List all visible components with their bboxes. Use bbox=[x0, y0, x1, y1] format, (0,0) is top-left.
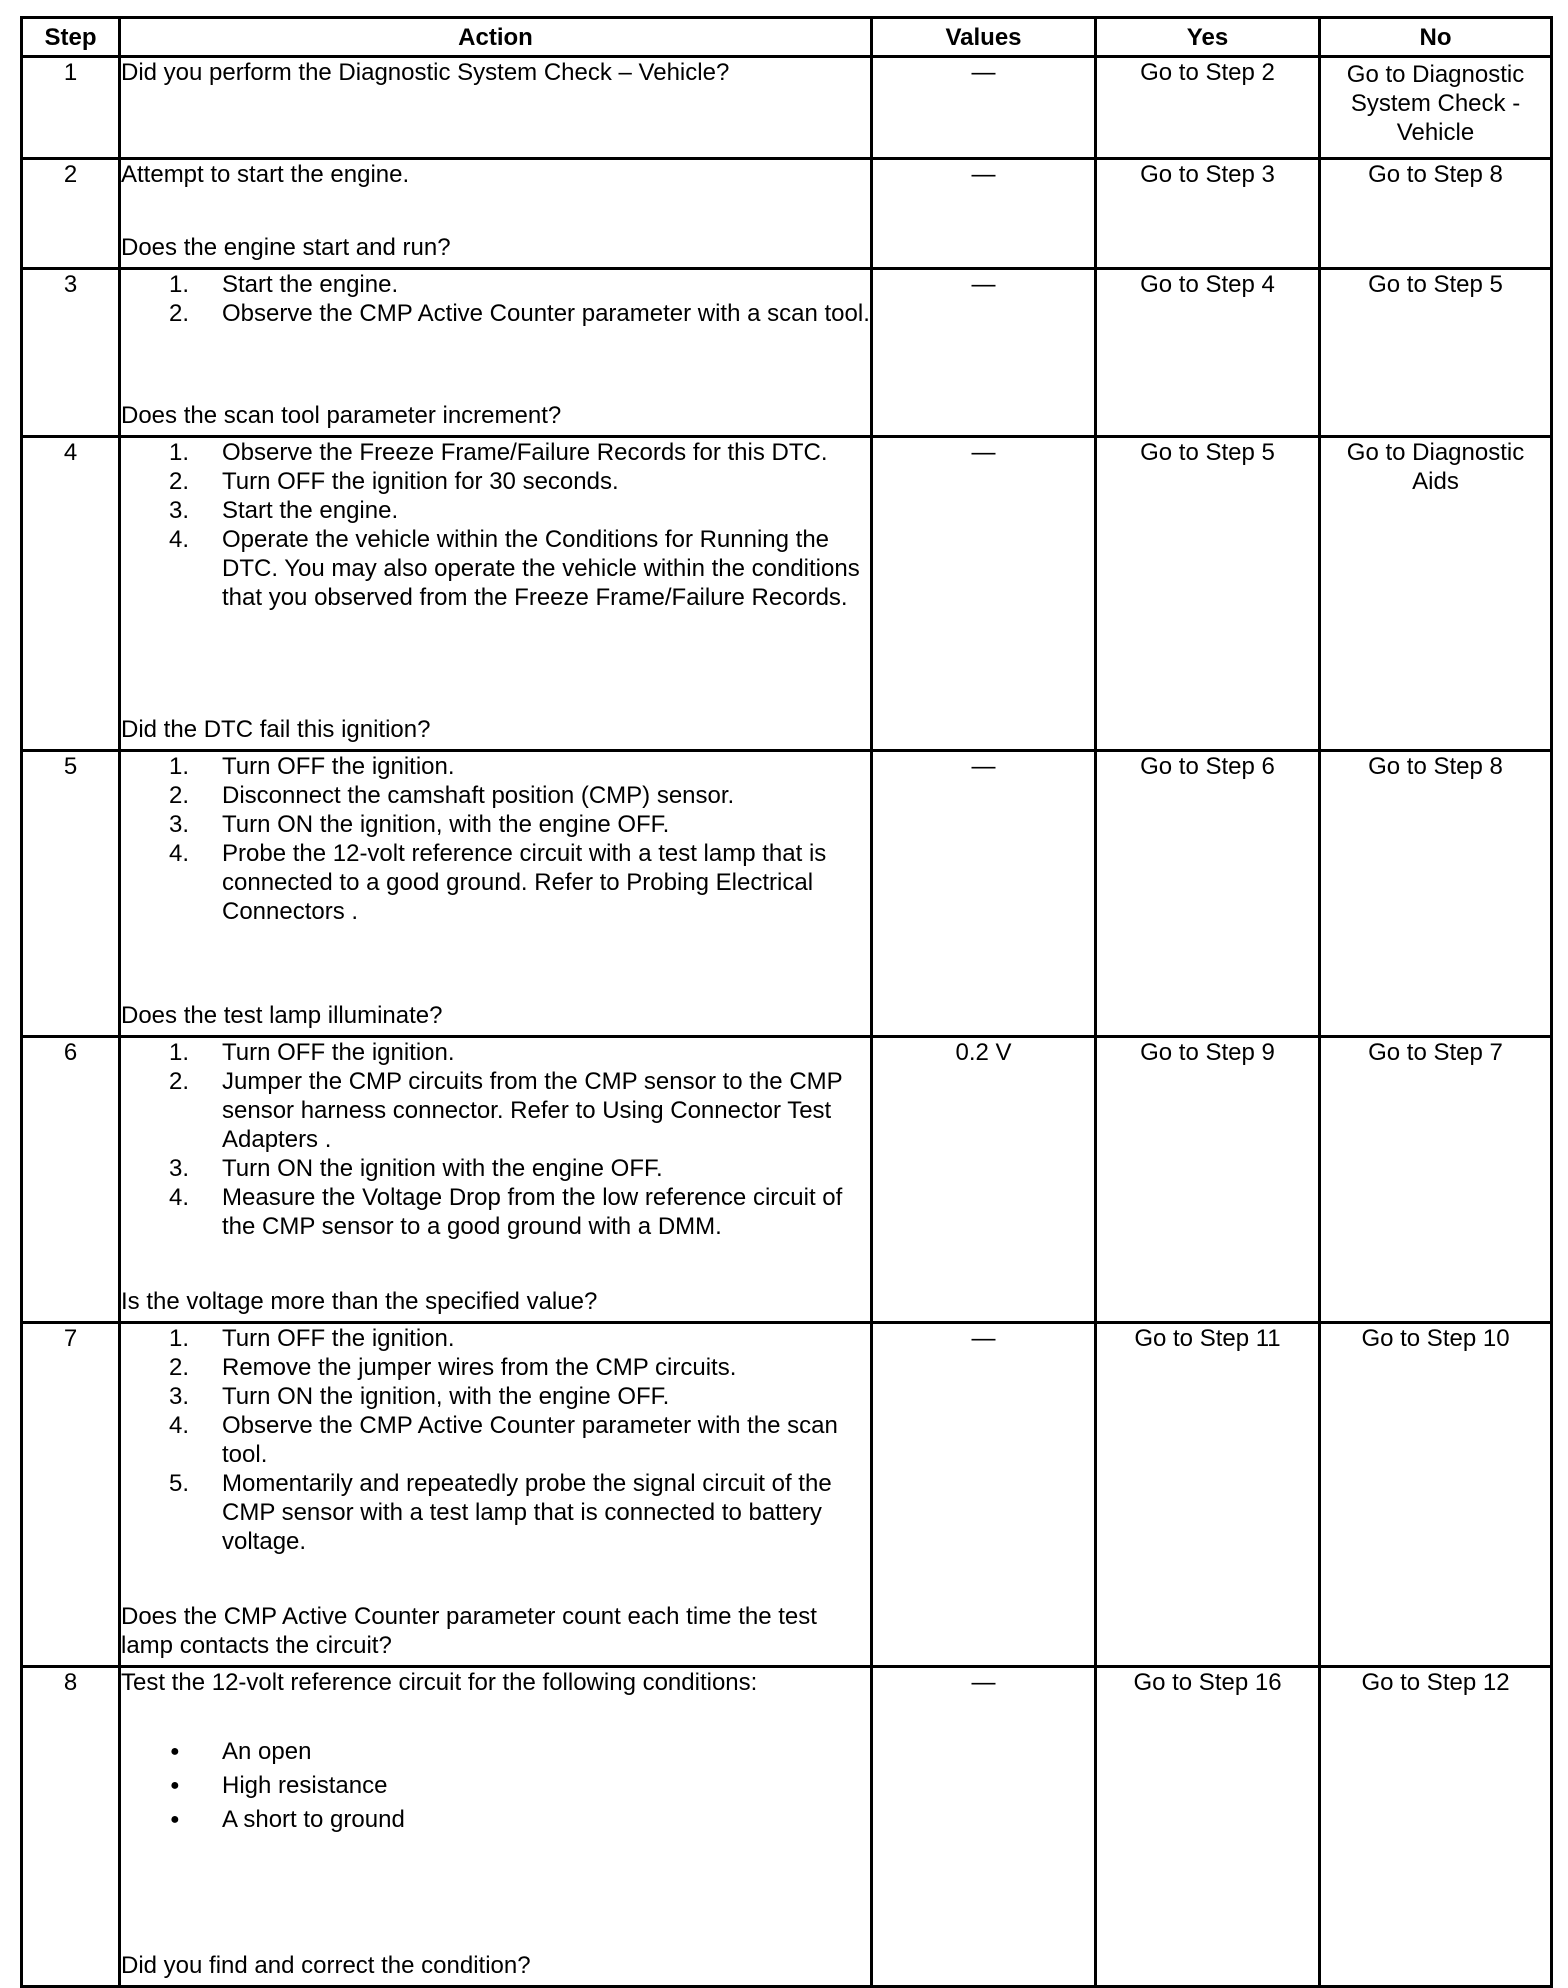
step-item-text: Observe the CMP Active Counter parameter with the scan tool. bbox=[222, 1412, 838, 1468]
step-item-number: 3. bbox=[169, 1383, 190, 1410]
yes-cell: Go to Step 16 bbox=[1096, 1667, 1320, 1987]
step-item-text: Turn ON the ignition, with the engine OFF. bbox=[222, 811, 670, 838]
yes-cell: Go to Step 2 bbox=[1096, 57, 1320, 159]
action-question: Did you find and correct the condition? bbox=[121, 1952, 531, 1979]
condition-text: An open bbox=[222, 1738, 312, 1765]
step-item-number: 5. bbox=[169, 1470, 190, 1497]
action-step-item bbox=[121, 752, 870, 781]
step-item-text: Probe the 12-volt reference circuit with a test lamp that is connected to a good ground. Refer to Probing Electrical Connectors . bbox=[222, 840, 827, 925]
action-step-item bbox=[121, 1353, 870, 1382]
action-step-item bbox=[121, 1183, 870, 1241]
action-step-item bbox=[121, 467, 870, 496]
table-row bbox=[22, 159, 1552, 269]
action-step-item bbox=[121, 810, 870, 839]
no-cell: Go to Diagnostic Aids bbox=[1320, 437, 1552, 751]
step-item-text: Turn ON the ignition, with the engine OFF. bbox=[222, 1383, 670, 1410]
step-item-number: 4. bbox=[169, 1184, 190, 1211]
yes-cell: Go to Step 3 bbox=[1096, 159, 1320, 269]
action-step-item bbox=[121, 270, 870, 299]
no-cell: Go to Step 7 bbox=[1320, 1037, 1552, 1323]
action-step-item bbox=[121, 1324, 870, 1353]
table-row bbox=[22, 1667, 1552, 1987]
diagnostic-table bbox=[20, 16, 1553, 1988]
action-step-item bbox=[121, 1469, 870, 1556]
step-number: 8 bbox=[22, 1667, 120, 1987]
step-number: 2 bbox=[22, 159, 120, 269]
value-cell: 0.2 V bbox=[872, 1037, 1096, 1323]
yes-cell: Go to Step 9 bbox=[1096, 1037, 1320, 1323]
value-cell: — bbox=[872, 57, 1096, 159]
header-no: No bbox=[1320, 18, 1552, 57]
condition-list bbox=[121, 1735, 870, 1837]
step-number: 7 bbox=[22, 1323, 120, 1667]
step-item-text: Jumper the CMP circuits from the CMP sensor to the CMP sensor harness connector. Refer to Using Connector Test Adapters . bbox=[222, 1068, 843, 1153]
step-item-text: Measure the Voltage Drop from the low reference circuit of the CMP sensor to a good ground with a DMM. bbox=[222, 1184, 843, 1240]
action-cell bbox=[120, 437, 872, 751]
condition-item bbox=[121, 1803, 870, 1837]
step-item-text: Turn ON the ignition with the engine OFF. bbox=[222, 1155, 663, 1182]
step-item-text: Turn OFF the ignition. bbox=[222, 753, 455, 780]
bullet-icon: ● bbox=[170, 1811, 180, 1828]
condition-text: High resistance bbox=[222, 1772, 388, 1799]
header-action: Action bbox=[120, 18, 872, 57]
no-cell: Go to Step 8 bbox=[1320, 159, 1552, 269]
step-item-number: 2. bbox=[169, 1354, 190, 1381]
step-number: 3 bbox=[22, 269, 120, 437]
header-step: Step bbox=[22, 18, 120, 57]
value-cell: — bbox=[872, 269, 1096, 437]
step-item-text: Disconnect the camshaft position (CMP) sensor. bbox=[222, 782, 735, 809]
action-steps bbox=[121, 1324, 870, 1556]
value-cell: — bbox=[872, 1667, 1096, 1987]
table-row bbox=[22, 751, 1552, 1037]
step-item-text: Start the engine. bbox=[222, 497, 399, 524]
header-row bbox=[22, 18, 1552, 57]
step-item-text: Start the engine. bbox=[222, 271, 399, 298]
table-row bbox=[22, 57, 1552, 159]
value-cell: — bbox=[872, 1323, 1096, 1667]
step-item-number: 4. bbox=[169, 840, 190, 867]
step-item-number: 2. bbox=[169, 782, 190, 809]
step-item-number: 1. bbox=[169, 271, 190, 298]
step-item-number: 4. bbox=[169, 526, 190, 553]
action-steps bbox=[121, 752, 870, 926]
action-step-item bbox=[121, 1067, 870, 1154]
step-item-number: 2. bbox=[169, 468, 190, 495]
action-intro: Test the 12-volt reference circuit for the following conditions: bbox=[121, 1669, 758, 1696]
action-steps bbox=[121, 270, 870, 328]
action-intro: Did you perform the Diagnostic System Check – Vehicle? bbox=[121, 59, 730, 86]
bullet-icon: ● bbox=[170, 1743, 180, 1760]
step-item-text: Observe the CMP Active Counter parameter with a scan tool. bbox=[222, 300, 870, 327]
header-values: Values bbox=[872, 18, 1096, 57]
step-item-number: 1. bbox=[169, 1325, 190, 1352]
action-cell bbox=[120, 269, 872, 437]
condition-item bbox=[121, 1735, 870, 1769]
step-item-number: 3. bbox=[169, 1155, 190, 1182]
value-cell: — bbox=[872, 159, 1096, 269]
action-cell bbox=[120, 1667, 872, 1987]
action-question: Does the scan tool parameter increment? bbox=[121, 402, 562, 429]
action-intro: Attempt to start the engine. bbox=[121, 161, 410, 188]
action-step-item bbox=[121, 299, 870, 328]
step-item-text: Operate the vehicle within the Conditions for Running the DTC. You may also operate the vehicle within the conditions that you observed from the Freeze Frame/Failure Records. bbox=[222, 526, 860, 611]
action-cell bbox=[120, 1037, 872, 1323]
no-cell: Go to Step 10 bbox=[1320, 1323, 1552, 1667]
step-item-number: 3. bbox=[169, 811, 190, 838]
action-cell bbox=[120, 159, 872, 269]
no-cell: Go to Step 8 bbox=[1320, 751, 1552, 1037]
condition-item bbox=[121, 1769, 870, 1803]
step-number: 4 bbox=[22, 437, 120, 751]
step-item-text: Observe the Freeze Frame/Failure Records for this DTC. bbox=[222, 439, 828, 466]
yes-cell: Go to Step 6 bbox=[1096, 751, 1320, 1037]
step-item-number: 2. bbox=[169, 300, 190, 327]
action-steps bbox=[121, 438, 870, 612]
table-row bbox=[22, 437, 1552, 751]
action-question: Is the voltage more than the specified value? bbox=[121, 1288, 598, 1315]
table-row bbox=[22, 269, 1552, 437]
action-step-item bbox=[121, 496, 870, 525]
no-cell: Go to Step 12 bbox=[1320, 1667, 1552, 1987]
step-item-text: Turn OFF the ignition for 30 seconds. bbox=[222, 468, 619, 495]
yes-cell: Go to Step 4 bbox=[1096, 269, 1320, 437]
step-item-number: 4. bbox=[169, 1412, 190, 1439]
action-question: Does the CMP Active Counter parameter count each time the test lamp contacts the circuit? bbox=[121, 1603, 817, 1659]
action-steps bbox=[121, 1038, 870, 1241]
action-cell bbox=[120, 751, 872, 1037]
condition-text: A short to ground bbox=[222, 1806, 405, 1833]
no-cell: Go to Step 5 bbox=[1320, 269, 1552, 437]
no-cell: Go to Diagnostic System Check - Vehicle bbox=[1320, 57, 1552, 159]
action-step-item bbox=[121, 781, 870, 810]
action-cell bbox=[120, 57, 872, 159]
step-item-number: 1. bbox=[169, 439, 190, 466]
action-step-item bbox=[121, 1382, 870, 1411]
step-item-number: 1. bbox=[169, 753, 190, 780]
step-number: 6 bbox=[22, 1037, 120, 1323]
table-row bbox=[22, 1323, 1552, 1667]
action-step-item bbox=[121, 839, 870, 926]
step-number: 5 bbox=[22, 751, 120, 1037]
table-row bbox=[22, 1037, 1552, 1323]
step-item-number: 1. bbox=[169, 1039, 190, 1066]
action-question: Did the DTC fail this ignition? bbox=[121, 716, 431, 743]
action-step-item bbox=[121, 438, 870, 467]
step-item-text: Turn OFF the ignition. bbox=[222, 1039, 455, 1066]
header-yes: Yes bbox=[1096, 18, 1320, 57]
yes-cell: Go to Step 11 bbox=[1096, 1323, 1320, 1667]
action-question: Does the test lamp illuminate? bbox=[121, 1002, 443, 1029]
step-item-text: Remove the jumper wires from the CMP circuits. bbox=[222, 1354, 737, 1381]
step-item-number: 2. bbox=[169, 1068, 190, 1095]
step-item-text: Momentarily and repeatedly probe the signal circuit of the CMP sensor with a test lamp that is connected to battery voltage. bbox=[222, 1470, 832, 1555]
yes-cell: Go to Step 5 bbox=[1096, 437, 1320, 751]
action-step-item bbox=[121, 1038, 870, 1067]
bullet-icon: ● bbox=[170, 1777, 180, 1794]
action-step-item bbox=[121, 525, 870, 612]
value-cell: — bbox=[872, 751, 1096, 1037]
value-cell: — bbox=[872, 437, 1096, 751]
action-question: Does the engine start and run? bbox=[121, 234, 451, 261]
action-step-item bbox=[121, 1154, 870, 1183]
step-number: 1 bbox=[22, 57, 120, 159]
step-item-text: Turn OFF the ignition. bbox=[222, 1325, 455, 1352]
action-step-item bbox=[121, 1411, 870, 1469]
action-cell bbox=[120, 1323, 872, 1667]
step-item-number: 3. bbox=[169, 497, 190, 524]
